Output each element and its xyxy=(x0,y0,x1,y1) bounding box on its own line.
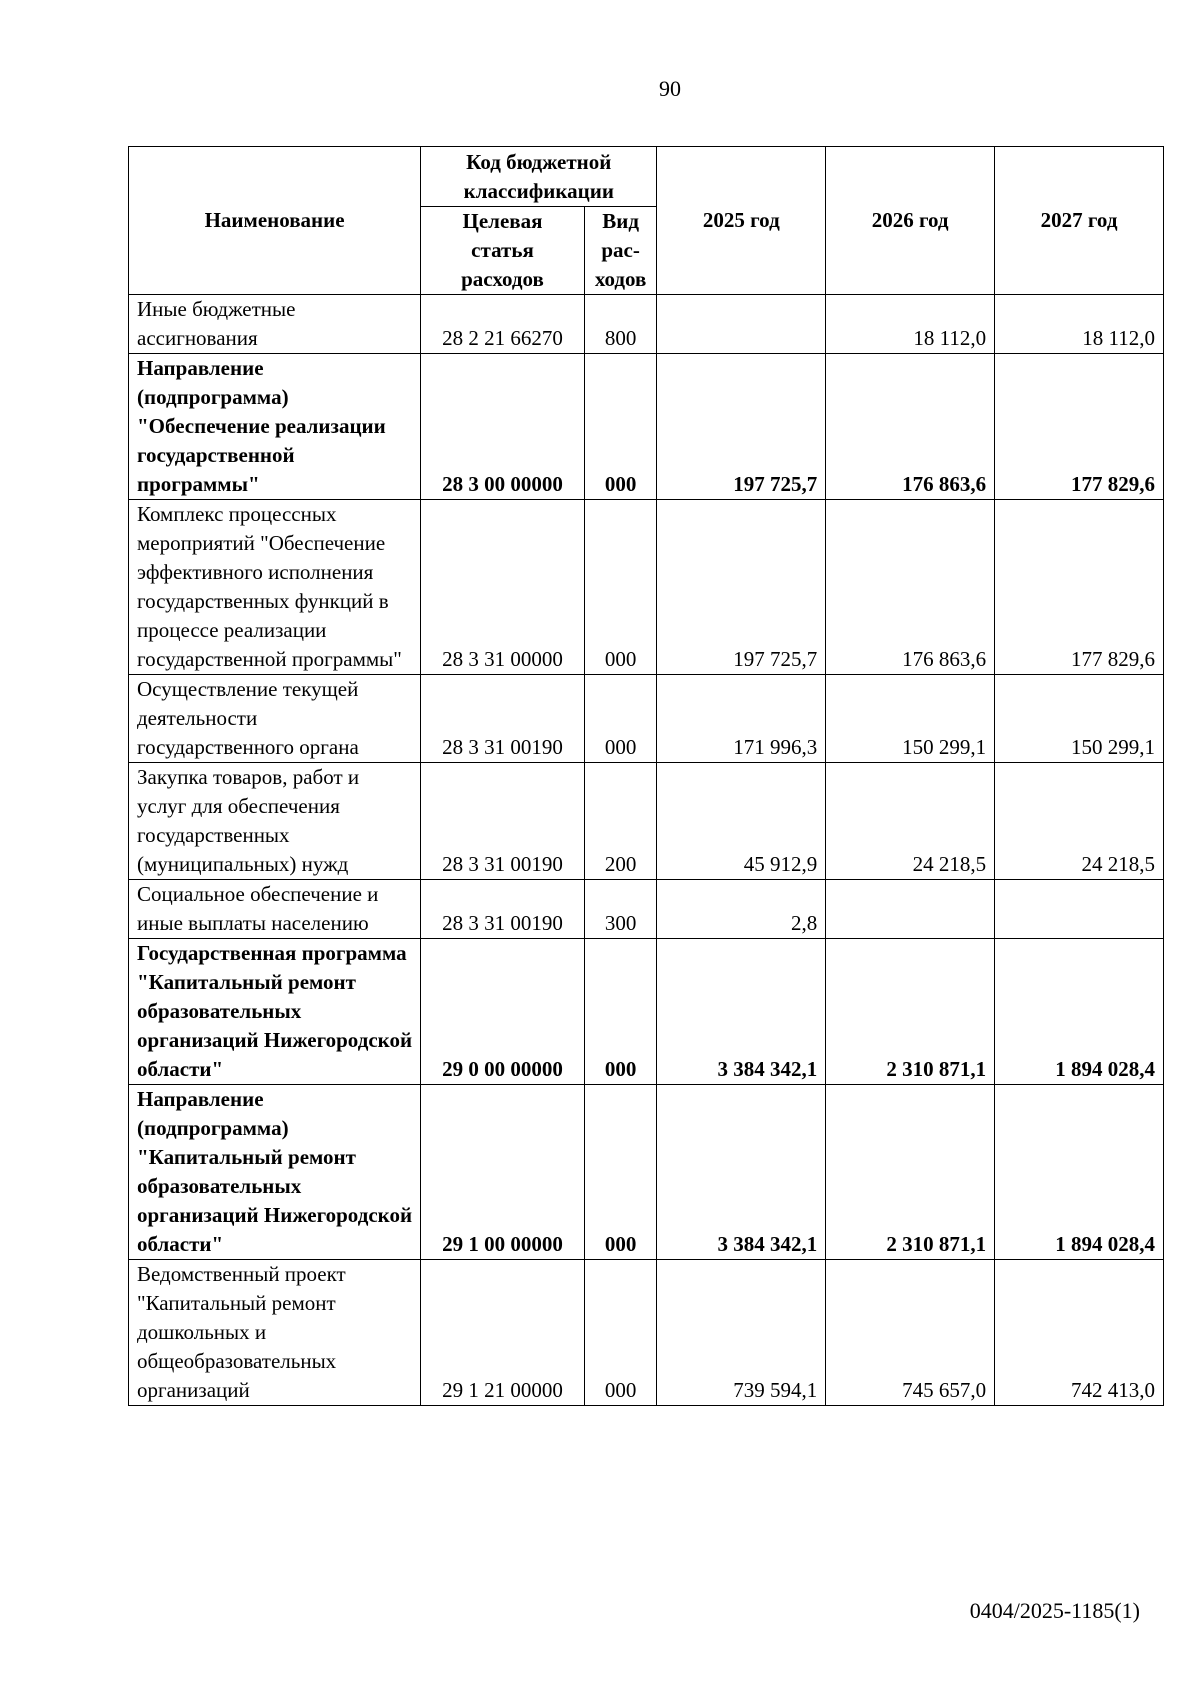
expense-kind-code: 200 xyxy=(584,763,657,880)
table-row xyxy=(129,1085,1164,1260)
row-name: Закупка товаров, работ и услуг для обеспечения государственных (муниципальных) нужд xyxy=(129,763,421,880)
row-name: Государственная программа "Капитальный ремонт образовательных организаций Нижегородской области" xyxy=(129,939,421,1085)
target-article-code: 28 3 31 00000 xyxy=(421,500,585,675)
target-article-code: 28 3 31 00190 xyxy=(421,675,585,763)
target-article-code: 29 1 00 00000 xyxy=(421,1085,585,1260)
row-name: Комплекс процессных мероприятий "Обеспечение эффективного исполнения государственных функций в процессе реализации государственной программы" xyxy=(129,500,421,675)
expense-kind-code: 000 xyxy=(584,1260,657,1406)
table-row xyxy=(129,295,1164,354)
value-2027: 1 894 028,4 xyxy=(995,939,1164,1085)
row-name: Направление (подпрограмма) "Капитальный ремонт образовательных организаций Нижегородской области" xyxy=(129,1085,421,1260)
table-row xyxy=(129,500,1164,675)
target-article-code: 29 1 21 00000 xyxy=(421,1260,585,1406)
expense-kind-code: 000 xyxy=(584,675,657,763)
value-2027: 150 299,1 xyxy=(995,675,1164,763)
value-2025: 197 725,7 xyxy=(657,354,826,500)
table-row xyxy=(129,880,1164,939)
row-name: Иные бюджетные ассигнования xyxy=(129,295,421,354)
target-article-code: 28 3 00 00000 xyxy=(421,354,585,500)
value-2025: 739 594,1 xyxy=(657,1260,826,1406)
row-name: Социальное обеспечение и иные выплаты населению xyxy=(129,880,421,939)
header-2027: 2027 год xyxy=(995,147,1164,295)
target-article-code: 28 3 31 00190 xyxy=(421,763,585,880)
value-2025: 171 996,3 xyxy=(657,675,826,763)
value-2026: 176 863,6 xyxy=(826,500,995,675)
row-name: Направление (подпрограмма) "Обеспечение реализации государственной программы" xyxy=(129,354,421,500)
value-2027 xyxy=(995,880,1164,939)
value-2027: 177 829,6 xyxy=(995,500,1164,675)
value-2027: 742 413,0 xyxy=(995,1260,1164,1406)
budget-table xyxy=(128,146,1164,1406)
value-2025: 3 384 342,1 xyxy=(657,939,826,1085)
value-2026 xyxy=(826,880,995,939)
value-2026: 176 863,6 xyxy=(826,354,995,500)
table-row xyxy=(129,1260,1164,1406)
value-2027: 24 218,5 xyxy=(995,763,1164,880)
target-article-code: 28 2 21 66270 xyxy=(421,295,585,354)
value-2026: 2 310 871,1 xyxy=(826,1085,995,1260)
target-article-code: 29 0 00 00000 xyxy=(421,939,585,1085)
expense-kind-code: 000 xyxy=(584,500,657,675)
header-code-group: Код бюджетной классификации xyxy=(421,147,657,207)
value-2025: 45 912,9 xyxy=(657,763,826,880)
expense-kind-code: 000 xyxy=(584,939,657,1085)
header-expense-kind: Вид рас-ходов xyxy=(584,207,657,295)
value-2025: 2,8 xyxy=(657,880,826,939)
value-2026: 745 657,0 xyxy=(826,1260,995,1406)
value-2027: 177 829,6 xyxy=(995,354,1164,500)
document-id: 0404/2025-1185(1) xyxy=(969,1598,1140,1623)
value-2027: 18 112,0 xyxy=(995,295,1164,354)
table-row xyxy=(129,939,1164,1085)
target-article-code: 28 3 31 00190 xyxy=(421,880,585,939)
value-2027: 1 894 028,4 xyxy=(995,1085,1164,1260)
page-number: 90 xyxy=(659,76,681,101)
value-2026: 18 112,0 xyxy=(826,295,995,354)
table-row xyxy=(129,763,1164,880)
expense-kind-code: 300 xyxy=(584,880,657,939)
header-2025: 2025 год xyxy=(657,147,826,295)
row-name: Ведомственный проект "Капитальный ремонт дошкольных и общеобразовательных организаций xyxy=(129,1260,421,1406)
expense-kind-code: 800 xyxy=(584,295,657,354)
value-2026: 150 299,1 xyxy=(826,675,995,763)
expense-kind-code: 000 xyxy=(584,1085,657,1260)
table-row xyxy=(129,675,1164,763)
value-2026: 2 310 871,1 xyxy=(826,939,995,1085)
header-2026: 2026 год xyxy=(826,147,995,295)
header-name: Наименование xyxy=(129,147,421,295)
value-2025: 197 725,7 xyxy=(657,500,826,675)
expense-kind-code: 000 xyxy=(584,354,657,500)
value-2026: 24 218,5 xyxy=(826,763,995,880)
table-row xyxy=(129,354,1164,500)
row-name: Осуществление текущей деятельности государственного органа xyxy=(129,675,421,763)
value-2025 xyxy=(657,295,826,354)
value-2025: 3 384 342,1 xyxy=(657,1085,826,1260)
header-target-article: Целевая статья расходов xyxy=(421,207,585,295)
